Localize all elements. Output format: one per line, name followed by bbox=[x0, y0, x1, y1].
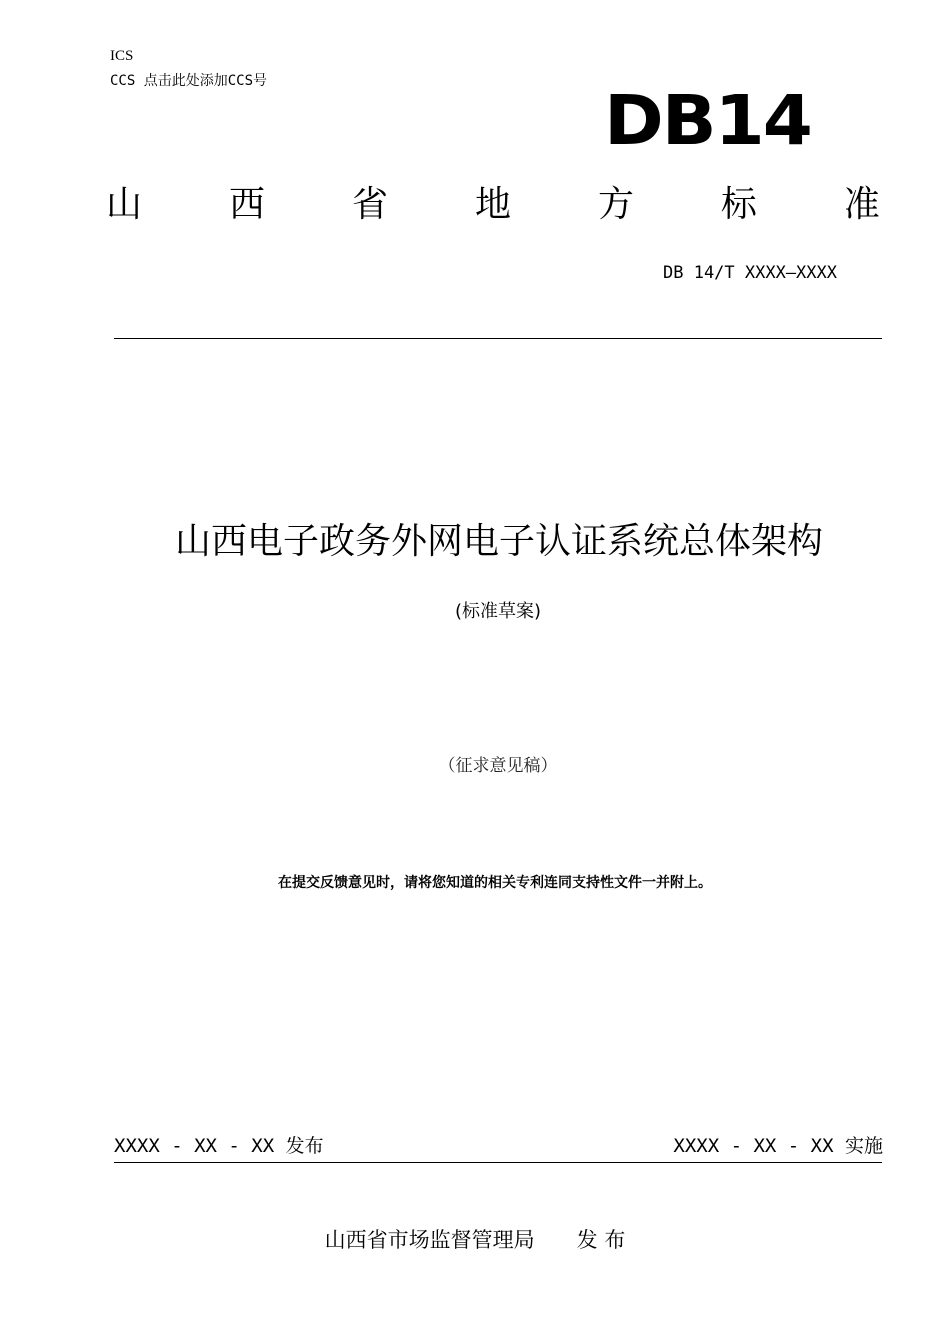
footer-divider bbox=[114, 1162, 882, 1163]
issuer-line bbox=[0, 1226, 950, 1254]
publish-date: XXXX - XX - XX 发布 bbox=[114, 1135, 324, 1157]
issuer-action: 发 布 bbox=[576, 1228, 626, 1252]
standard-type-char: 准 bbox=[843, 184, 880, 225]
db14-logo: DB14 bbox=[604, 80, 811, 160]
document-title: 山西电子政务外网电子认证系统总体架构 bbox=[174, 521, 823, 562]
standard-type-char: 西 bbox=[228, 184, 265, 225]
standard-type-heading bbox=[106, 182, 880, 228]
patent-notice: 在提交反馈意见时，请将您知道的相关专利连同支持性文件一并附上。 bbox=[278, 875, 712, 891]
standard-type-char: 地 bbox=[474, 184, 511, 225]
header-divider bbox=[114, 338, 882, 339]
draft-stage-label: （征求意见稿） bbox=[438, 756, 558, 776]
draft-type-label: (标准草案) bbox=[454, 601, 542, 622]
ics-label: ICS bbox=[110, 48, 134, 64]
standard-type-char: 标 bbox=[720, 184, 757, 225]
standard-number: DB 14/T XXXX—XXXX bbox=[663, 263, 837, 283]
implement-date: XXXX - XX - XX 实施 bbox=[673, 1135, 883, 1157]
ccs-label: CCS 点击此处添加CCS号 bbox=[110, 73, 268, 89]
standard-type-char: 省 bbox=[351, 184, 388, 225]
standard-type-char: 方 bbox=[597, 184, 634, 225]
issuer-name: 山西省市场监督管理局 bbox=[324, 1228, 535, 1252]
standard-type-char: 山 bbox=[106, 184, 143, 225]
